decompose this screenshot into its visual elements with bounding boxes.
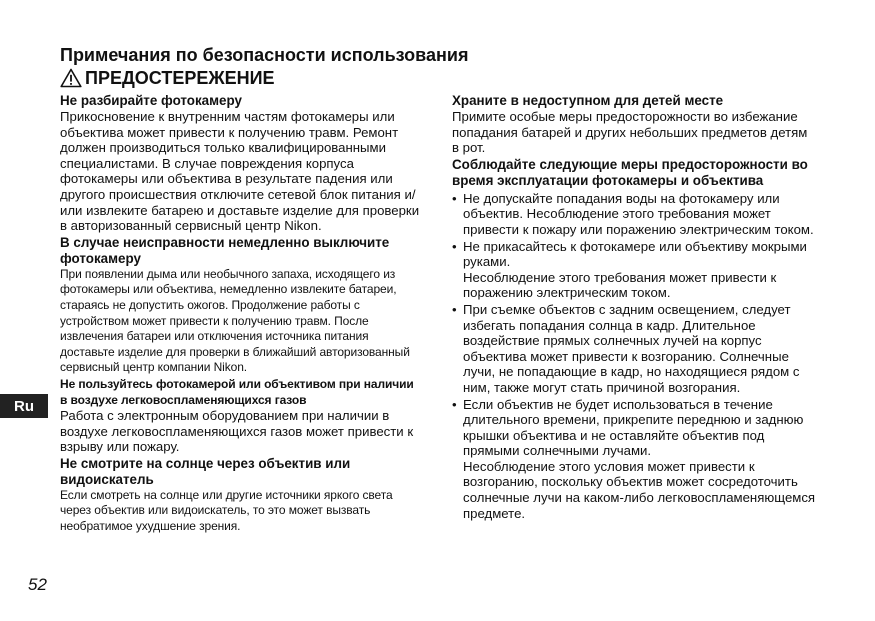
- warning-heading-row: [60, 66, 275, 90]
- list-item: [452, 191, 816, 238]
- page-title: Примечания по безопасности использования: [60, 45, 469, 65]
- list-item-text: • Если объектив не будет использоваться в течение длительного времени, прикрепите переднюю и заднюю крышки объектива и не оставляйте объектив под прямыми солнечными лучами.: [463, 396, 804, 459]
- list-item-text: Несоблюдение этого требования может привести к поражению электрическим током.: [463, 269, 777, 301]
- section-heading-disassemble: Не разбирайте фотокамеру: [60, 93, 242, 108]
- list-item: [452, 239, 816, 301]
- section-text-sun: Если смотреть на солнце или другие источники яркого света через объектив или видоискатель, то это может вызвать необратимое ухудшение зрения.: [60, 487, 393, 534]
- language-tab: Ru: [0, 394, 48, 418]
- precautions-list: [452, 191, 816, 521]
- section-heading-malfunction: В случае неисправности немедленно выключите фотокамеру: [60, 234, 390, 266]
- left-column: [60, 93, 422, 535]
- list-item-text: • Не прикасайтесь к фотокамере или объективу мокрыми руками.: [463, 238, 807, 270]
- section-text-malfunction: При появлении дыма или необычного запаха, исходящего из фотокамеры или объектива, немедленно извлеките батареи, стараясь не допустить ожогов. Продолжение работы с устройством может привести к получению травм. После извлечения батареи или отключения источника питания доставьте изделие для проверки в ближайший авторизованный сервисный центр компании Nikon.: [60, 266, 410, 375]
- section-heading-children: Храните в недоступном для детей месте: [452, 93, 724, 108]
- section-text-children: Примите особые меры предосторожности во избежание попадания батарей и других небольших предметов детям в рот.: [452, 109, 808, 156]
- warning-triangle-icon: [60, 68, 85, 88]
- page-number: 52: [28, 575, 47, 594]
- section-heading-sun: Не смотрите на солнце через объектив или видоискатель: [60, 455, 351, 487]
- list-item-text: • Не допускайте попадания воды на фотокамеру или объектив. Несоблюдение этого требования может привести к пожару или поражению электрическим током.: [463, 190, 814, 237]
- section-text-disassemble: Прикосновение к внутренним частям фотокамеры или объектива может привести к получению травм. Ремонт должен производиться только квалифицированными специалистами. В случае повреждения корпуса фотокамеры или объектива в результате падения или другого происшествия отключите сетевой блок питания и/или извлеките батарею и доставьте изделие для проверки в авторизованный сервисный центр Nikon.: [60, 109, 420, 234]
- list-item-text: Несоблюдение этого условия может привести к возгоранию, поскольку объектив может сосредоточить солнечные лучи на каком-либо легковоспламеняющемся предмете.: [463, 458, 816, 521]
- section-heading-flammable-gas: Не пользуйтесь фотокамерой или объективом при наличии в воздухе легковоспламеняющихся газов: [60, 376, 414, 407]
- list-item-text: • При съемке объектов с задним освещением, следует избегать попадания солнца в кадр. Длительное воздействие прямых солнечных лучей на корпус объектива может привести к возгоранию. Солнечные лучи, не попадающие в кадр, но находящиеся рядом с ним, также могут стать причиной возгорания.: [463, 301, 800, 395]
- list-item: [452, 397, 816, 522]
- list-item: [452, 302, 816, 396]
- section-heading-precautions: Соблюдайте следующие меры предосторожности во время эксплуатации фотокамеры и объектива: [452, 156, 808, 188]
- warning-heading: ПРЕДОСТЕРЕЖЕНИЕ: [85, 68, 275, 88]
- right-column: [452, 93, 816, 522]
- section-text-flammable-gas: Работа с электронным оборудованием при наличии в воздухе легковоспламеняющихся газов может привести к взрыву или пожару.: [60, 408, 414, 455]
